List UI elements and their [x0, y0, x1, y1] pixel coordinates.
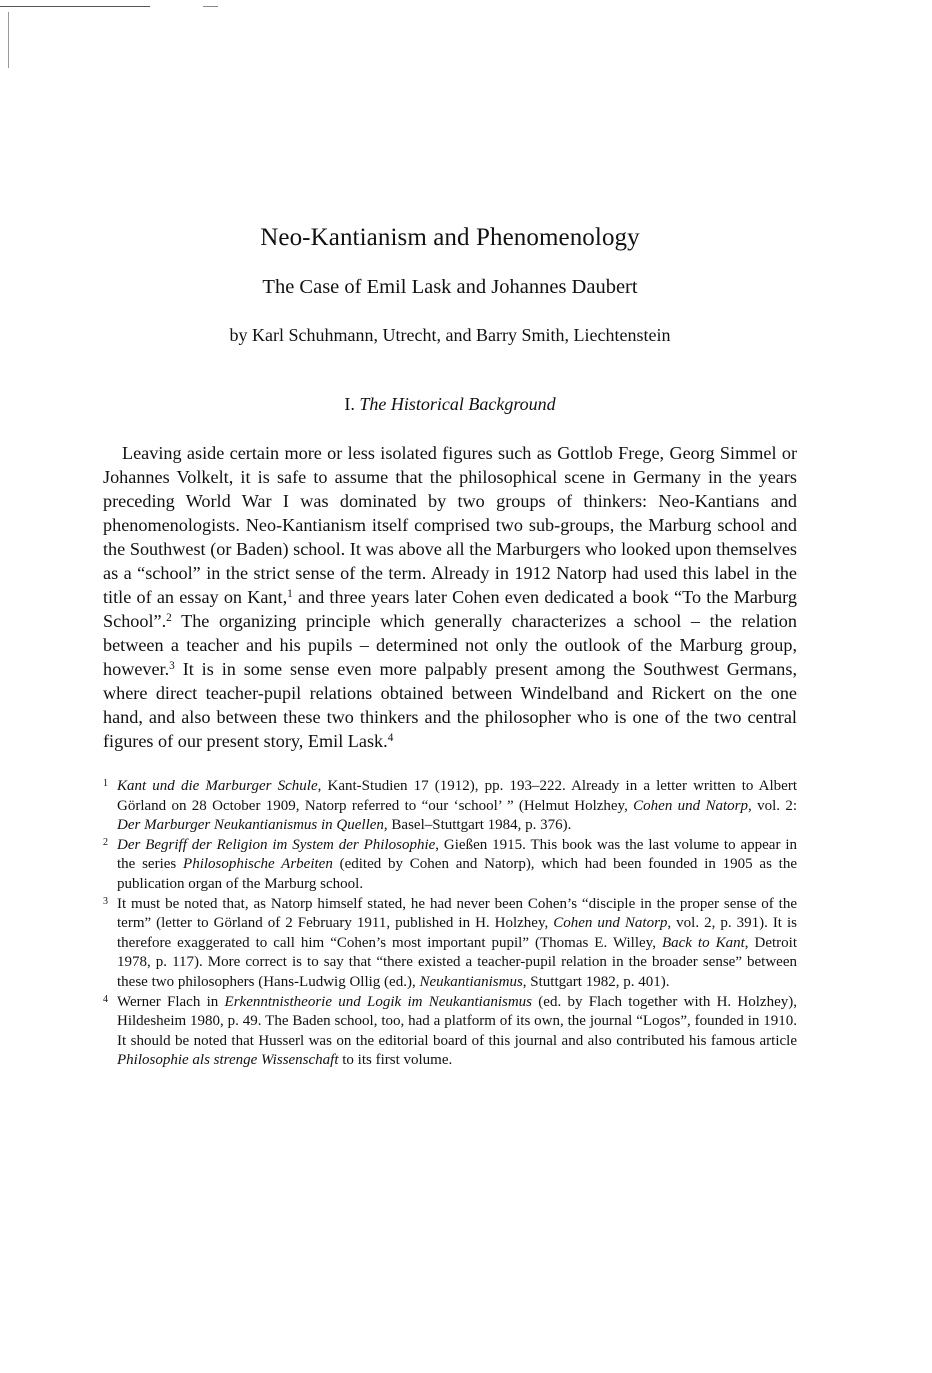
footnote-text: , vol. 2: [748, 797, 797, 814]
footnote-italic: Philosophie als strenge Wissenschaft [117, 1052, 339, 1069]
footnote-number: 3 [103, 895, 108, 907]
article-title: Neo-Kantianism and Phenomenology [260, 224, 640, 251]
footnote-text: , Kant-Studien 17 (1912), pp. 193–222. Already in a letter written to Albert Görland on 28 October 1909, Natorp referred to “our ‘school’ ” (Helmut Holzhey, [117, 778, 798, 814]
footnote-italic: Der Begriff der Religion im System der Philosophie [117, 836, 436, 853]
crop-mark-top [0, 6, 150, 7]
footnote-italic: Back to Kant [661, 934, 745, 951]
footnote-4 [103, 993, 797, 1071]
body-text-segment: The organizing principle which generally characterizes a school – the relation between a teacher and his pupils – determined not only the outlook of the Marburg group, however. [103, 611, 797, 679]
footnote-text: Werner Flach in [117, 993, 225, 1010]
footnote-text: (edited by Cohen and Natorp), which had been founded in 1905 as the publication organ of the Marburg school. [117, 856, 797, 892]
footnote-italic: Philosophische Arbeiten [183, 856, 333, 873]
body-text-segment: and three years later Cohen even dedicated a book “To the Marburg School”. [103, 587, 798, 631]
footnote-1 [103, 777, 797, 836]
footnote-italic: Neukantianismus [419, 973, 523, 990]
body-text-segment: Leaving aside certain more or less isolated figures such as Gottlob Frege, Georg Simmel or Johannes Volkelt, it is safe to assume that the philosophical scene in Germany in the years preceding World War I was dominated by two groups of thinkers: Neo-Kantians and phenomenologists. Neo-Kantianism itself comprised two sub-groups, the Marburg school and the Southwest (or Baden) school. It was above all the Marburgers who looked upon themselves as a “school” in the strict sense of the term. Already in 1912 Natorp had used this label in the title of an essay on Kant, [103, 443, 797, 607]
footnote-number: 1 [103, 778, 108, 789]
footnote-italic: Cohen und Natorp [633, 797, 748, 814]
section-heading [103, 394, 797, 415]
footnote-ref[interactable]: 2 [166, 611, 172, 624]
footnote-text: to its first volume. [338, 1052, 453, 1069]
section-number: I. [344, 394, 355, 414]
body-paragraph [103, 441, 797, 753]
crop-mark-left [8, 12, 9, 68]
body-text-segment: It is in some sense even more palpably present among the Southwest Germans, where direct teacher-pupil relations obtained between Windelband and Rickert on the one hand, and also between these two thinkers and the philosopher who is one of the two central figures of our present story, Emil Lask. [103, 659, 797, 751]
footnote-ref[interactable]: 4 [387, 731, 394, 744]
footnote-italic: Kant und die Marburger Schule [117, 778, 318, 794]
footnote-3 [103, 895, 797, 993]
footnote-text: It must be noted that, as Natorp himself stated, he had never been Cohen’s “disciple in the proper sense of the term” (letter to Görland of 2 February 1911, published in H. Holzhey, [117, 895, 797, 932]
footnote-number: 2 [103, 836, 108, 848]
article-subtitle: The Case of Emil Lask and Johannes Daubert [262, 276, 638, 298]
footnote-text: , vol. 2, p. 391). It is therefore exaggerated to call him “Cohen’s most important pupil” (Thomas E. Willey, [117, 915, 797, 951]
footnote-ref[interactable]: 1 [287, 587, 293, 600]
footnote-italic: Der Marburger Neukantianismus in Quellen [117, 817, 384, 834]
crop-mark-top-small [203, 6, 218, 7]
footnote-text: , Detroit 1978, p. 117). More correct is to say that “there existed a teacher-pupil relation in the broader sense” between these two philosophers (Hans-Ludwig Ollig (ed.), [117, 934, 797, 990]
article-byline: by Karl Schuhmann, Utrecht, and Barry Smith, Liechtenstein [229, 325, 671, 345]
footnote-ref[interactable]: 3 [169, 659, 175, 672]
footnote-text: , Gießen 1915. This book was the last volume to appear in the series [117, 836, 797, 873]
section-title: The Historical Background [359, 394, 556, 414]
footnote-text: , Stuttgart 1982, p. 401). [522, 973, 670, 990]
footnote-text: , Basel–Stuttgart 1984, p. 376). [383, 817, 572, 834]
footnote-2 [103, 836, 797, 895]
footnote-text: (ed. by Flach together with H. Holzhey), Hildesheim 1980, p. 49. The Baden school, too, had a platform of its own, the journal “Logos”, founded in 1910. It should be noted that Husserl was on the editorial board of this journal and also contributed his famous article [117, 993, 797, 1049]
footnote-number: 4 [103, 993, 108, 1005]
footnotes-list [103, 777, 797, 1071]
footnote-italic: Erkenntnistheorie und Logik im Neukantianismus [224, 993, 533, 1010]
article-page [103, 224, 797, 1071]
footnote-italic: Cohen und Natorp [553, 915, 668, 932]
